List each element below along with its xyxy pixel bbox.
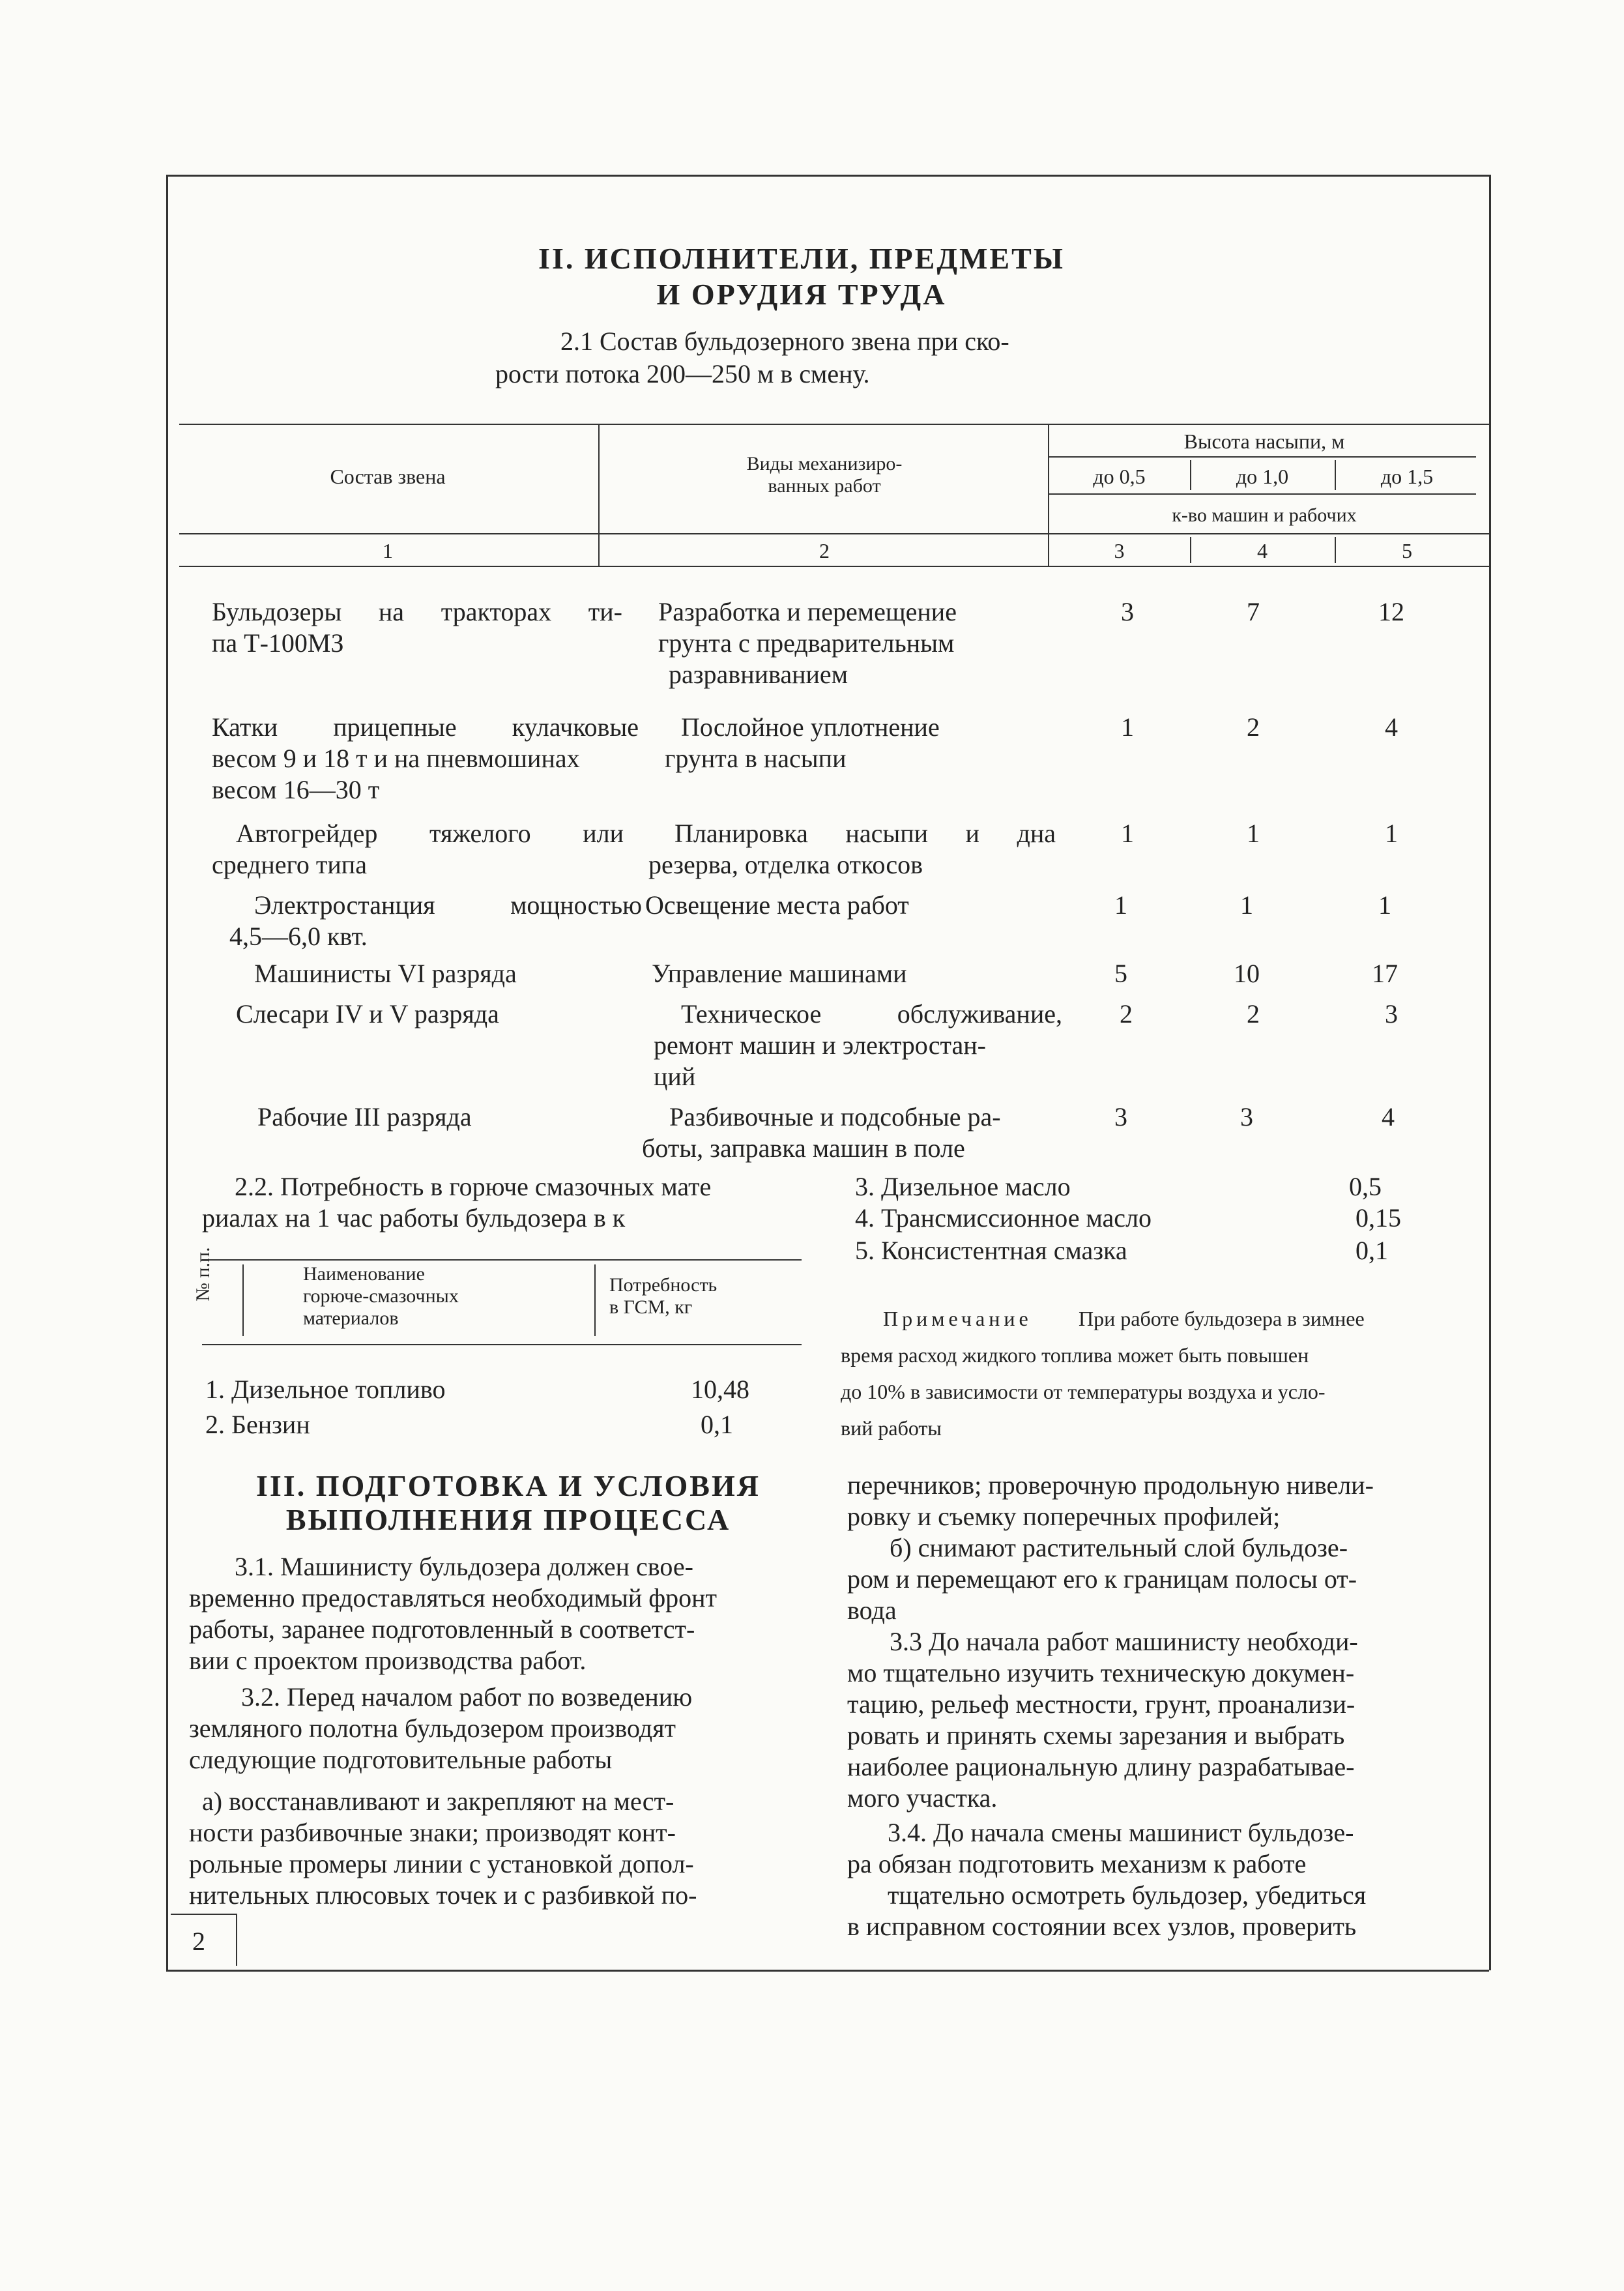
header-height-1-5: до 1,5 xyxy=(1380,465,1434,488)
row2-composition-line3: весом 16—30 т xyxy=(212,775,380,804)
fuel-item-name: 4. Трансмиссионное масло xyxy=(855,1203,1152,1233)
num-divider-2 xyxy=(1335,537,1336,563)
row2-work-line1: Послойное уплотнение xyxy=(681,712,940,742)
header-count-label: к-во машин и рабочих xyxy=(1172,504,1357,526)
text-line: 3.2. Перед началом работ по возведению xyxy=(241,1682,693,1712)
text-line: тщательно осмотреть бульдозер, убедиться xyxy=(888,1880,1367,1910)
row3-work-line1: Планировка насыпи и дна xyxy=(674,819,1056,848)
row1-composition-line2: па Т-100МЗ xyxy=(212,628,344,658)
text-line: работы, заранее подготовленный в соответст- xyxy=(189,1614,695,1644)
fuel-item-name: 2. Бензин xyxy=(205,1410,310,1439)
text-line: временно предоставляться необходимый фронт xyxy=(189,1583,718,1612)
fuel-item-value: 10,48 xyxy=(691,1375,749,1404)
fuel-item-value: 0,5 xyxy=(1349,1172,1382,1201)
frame-right-border xyxy=(1489,175,1491,1970)
text-line: 3.1. Машинисту бульдозера должен свое- xyxy=(235,1552,693,1581)
row6-value-1-0: 2 xyxy=(1247,999,1260,1029)
header-num-1: 1 xyxy=(383,539,393,562)
note-line3: до 10% в зависимости от температуры воздуха и усло- xyxy=(841,1380,1326,1403)
header-height-0-5: до 0,5 xyxy=(1093,465,1146,488)
fuel-col-divider-2 xyxy=(594,1264,596,1336)
section-3-title-line1: III. ПОДГОТОВКА И УСЛОВИЯ xyxy=(256,1469,761,1502)
row4-composition-line2: 4,5—6,0 квт. xyxy=(229,922,368,951)
text-line: нительных плюсовых точек и с разбивкой по- xyxy=(189,1880,697,1910)
row5-composition-line1: Машинисты VI разряда xyxy=(254,959,517,988)
text-line: мо тщательно изучить техническую докумен- xyxy=(847,1658,1355,1687)
row5-value-1-5: 17 xyxy=(1372,959,1398,988)
row3-work-line2: резерва, отделка откосов xyxy=(648,850,923,879)
row3-value-0-5: 1 xyxy=(1121,819,1134,848)
row6-work-line1: Техническое обслуживание, xyxy=(681,999,1062,1029)
fuel-table-bottom-rule xyxy=(202,1344,802,1345)
row1-work-line3: разравниванием xyxy=(669,660,848,689)
row3-composition-line1: Автогрейдер тяжелого или xyxy=(236,819,624,848)
text-line: ности разбивочные знаки; производят конт- xyxy=(189,1818,676,1847)
fuel-item-name: 3. Дизельное масло xyxy=(855,1172,1071,1201)
page-number-divider xyxy=(236,1914,237,1966)
row4-value-1-0: 1 xyxy=(1240,890,1253,920)
note-line2: время расход жидкого топлива может быть повышен xyxy=(841,1343,1309,1367)
section-2-2-intro-line2: риалах на 1 час работы бульдозера в к xyxy=(202,1203,626,1233)
page-number-rule xyxy=(171,1914,236,1915)
height-divider-2 xyxy=(1335,460,1336,490)
fuel-item-value: 0,1 xyxy=(1356,1236,1388,1265)
row1-composition-line1: Бульдозеры на тракторах ти- xyxy=(212,597,622,626)
section-2-2-intro-line1: 2.2. Потребность в горюче смазочных мате xyxy=(235,1172,712,1201)
num-divider-1 xyxy=(1190,537,1191,563)
frame-top-border xyxy=(166,175,1489,177)
row5-work-line1: Управление машинами xyxy=(652,959,907,988)
table-number-rule xyxy=(179,566,1489,567)
text-line: ра обязан подготовить механизм к работе xyxy=(847,1849,1307,1878)
frame-left-border xyxy=(166,175,168,1970)
row2-value-1-0: 2 xyxy=(1247,712,1260,742)
row4-value-1-5: 1 xyxy=(1378,890,1391,920)
row5-value-0-5: 5 xyxy=(1114,959,1127,988)
section-2-title-line2: И ОРУДИЯ ТРУДА xyxy=(656,278,947,311)
row1-value-0-5: 3 xyxy=(1121,597,1134,626)
text-line: а) восстанавливают и закрепляют на мест- xyxy=(202,1787,674,1816)
text-line: наиболее рациональную длину разрабатывае- xyxy=(847,1752,1355,1781)
fuel-header-number: № п.п. xyxy=(192,1247,214,1302)
fuel-item-value: 0,15 xyxy=(1356,1203,1401,1233)
fuel-item-name: 5. Консистентная смазка xyxy=(855,1236,1127,1265)
row6-value-0-5: 2 xyxy=(1120,999,1133,1029)
row2-composition-line1: Катки прицепные кулачковые xyxy=(212,712,639,742)
row1-value-1-5: 12 xyxy=(1378,597,1404,626)
text-line: 3.4. До начала смены машинист бульдозе- xyxy=(888,1818,1354,1847)
fuel-table-top-rule xyxy=(202,1259,802,1261)
row3-value-1-0: 1 xyxy=(1247,819,1260,848)
row2-value-0-5: 1 xyxy=(1121,712,1134,742)
row1-value-1-0: 7 xyxy=(1247,597,1260,626)
row2-composition-line2: весом 9 и 18 т и на пневмошинах xyxy=(212,744,580,773)
row1-work-line2: грунта с предварительным xyxy=(658,628,955,658)
fuel-item-name: 1. Дизельное топливо xyxy=(205,1375,446,1404)
fuel-item-value: 0,1 xyxy=(701,1410,733,1439)
row7-composition-line1: Рабочие III разряда xyxy=(257,1102,472,1131)
header-num-2: 2 xyxy=(819,539,830,562)
text-line: рольные промеры линии с установкой допол- xyxy=(189,1849,694,1878)
header-composition: Состав звена xyxy=(330,465,446,488)
fuel-header-name-line2: горюче-смазочных xyxy=(303,1285,459,1307)
height-values-rule xyxy=(1049,493,1476,495)
row7-value-1-5: 4 xyxy=(1382,1102,1395,1131)
header-work-types-line1: Виды механизиро- xyxy=(746,453,903,474)
row6-value-1-5: 3 xyxy=(1385,999,1398,1029)
text-line: вода xyxy=(847,1596,897,1625)
header-height-1-0: до 1,0 xyxy=(1236,465,1289,488)
row4-composition-line1: Электростанция мощностью xyxy=(254,890,642,920)
row3-composition-line2: среднего типа xyxy=(212,850,367,879)
fuel-header-need-line1: Потребность xyxy=(609,1274,718,1296)
col-divider-1 xyxy=(598,424,600,566)
section-2-subtitle-line2: рости потока 200—250 м в смену. xyxy=(495,359,870,388)
text-line: в исправном состоянии всех узлов, проверить xyxy=(847,1912,1357,1941)
table-header-rule xyxy=(179,533,1489,534)
header-num-5: 5 xyxy=(1402,539,1412,562)
row7-work-line1: Разбивочные и подсобные ра- xyxy=(669,1102,1001,1131)
height-divider-1 xyxy=(1190,460,1191,490)
section-2-title-line1: II. ИСПОЛНИТЕЛИ, ПРЕДМЕТЫ xyxy=(538,242,1065,275)
text-line: б) снимают растительный слой бульдозе- xyxy=(890,1533,1348,1562)
height-group-rule xyxy=(1049,456,1476,458)
text-line: ровку и съемку поперечных профилей; xyxy=(847,1502,1281,1531)
text-line: ровать и принять схемы зарезания и выбрать xyxy=(847,1721,1345,1750)
row3-value-1-5: 1 xyxy=(1385,819,1398,848)
text-line: вии с проектом производства работ. xyxy=(189,1646,587,1675)
row2-work-line2: грунта в насыпи xyxy=(665,744,847,773)
fuel-col-divider-1 xyxy=(242,1264,244,1336)
col-divider-2 xyxy=(1048,424,1049,566)
header-height-group: Высота насыпи, м xyxy=(1183,430,1345,453)
fuel-header-name-line1: Наименование xyxy=(303,1263,425,1285)
text-line: мого участка. xyxy=(847,1783,998,1813)
header-num-4: 4 xyxy=(1257,539,1268,562)
text-line: ром и перемещают его к границам полосы от- xyxy=(847,1564,1357,1594)
text-line: следующие подготовительные работы xyxy=(189,1745,613,1774)
header-work-types-line2: ванных работ xyxy=(768,475,881,497)
fuel-header-name-line3: материалов xyxy=(303,1307,399,1329)
row2-value-1-5: 4 xyxy=(1385,712,1398,742)
row5-value-1-0: 10 xyxy=(1234,959,1260,988)
header-num-3: 3 xyxy=(1114,539,1125,562)
row6-work-line2: ремонт машин и электростан- xyxy=(654,1030,986,1060)
note-line1: При работе бульдозера в зимнее xyxy=(1079,1307,1365,1330)
row4-work-line1: Освещение места работ xyxy=(645,890,909,920)
text-line: тацию, рельеф местности, грунт, проанализи- xyxy=(847,1689,1356,1719)
page-number: 2 xyxy=(192,1927,205,1956)
fuel-header-need-line2: в ГСМ, кг xyxy=(609,1296,693,1318)
section-3-title-line2: ВЫПОЛНЕНИЯ ПРОЦЕССА xyxy=(285,1503,731,1536)
text-line: земляного полотна бульдозером производят xyxy=(189,1714,676,1743)
row7-work-line2: боты, заправка машин в поле xyxy=(642,1133,965,1163)
note-label: Примечание xyxy=(883,1307,1032,1330)
text-line: перечников; проверочную продольную нивели- xyxy=(847,1470,1374,1500)
row7-value-1-0: 3 xyxy=(1240,1102,1253,1131)
frame-bottom-border xyxy=(166,1970,1489,1972)
row6-composition-line1: Слесари IV и V разряда xyxy=(236,999,499,1029)
row7-value-0-5: 3 xyxy=(1114,1102,1127,1131)
table-top-rule xyxy=(179,424,1489,425)
text-line: 3.3 До начала работ машинисту необходи- xyxy=(890,1627,1358,1656)
note-line4: вий работы xyxy=(841,1416,942,1440)
row4-value-0-5: 1 xyxy=(1114,890,1127,920)
row6-work-line3: ций xyxy=(654,1062,696,1091)
section-2-subtitle-line1: 2.1 Состав бульдозерного звена при ско- xyxy=(560,327,1009,356)
row1-work-line1: Разработка и перемещение xyxy=(658,597,957,626)
